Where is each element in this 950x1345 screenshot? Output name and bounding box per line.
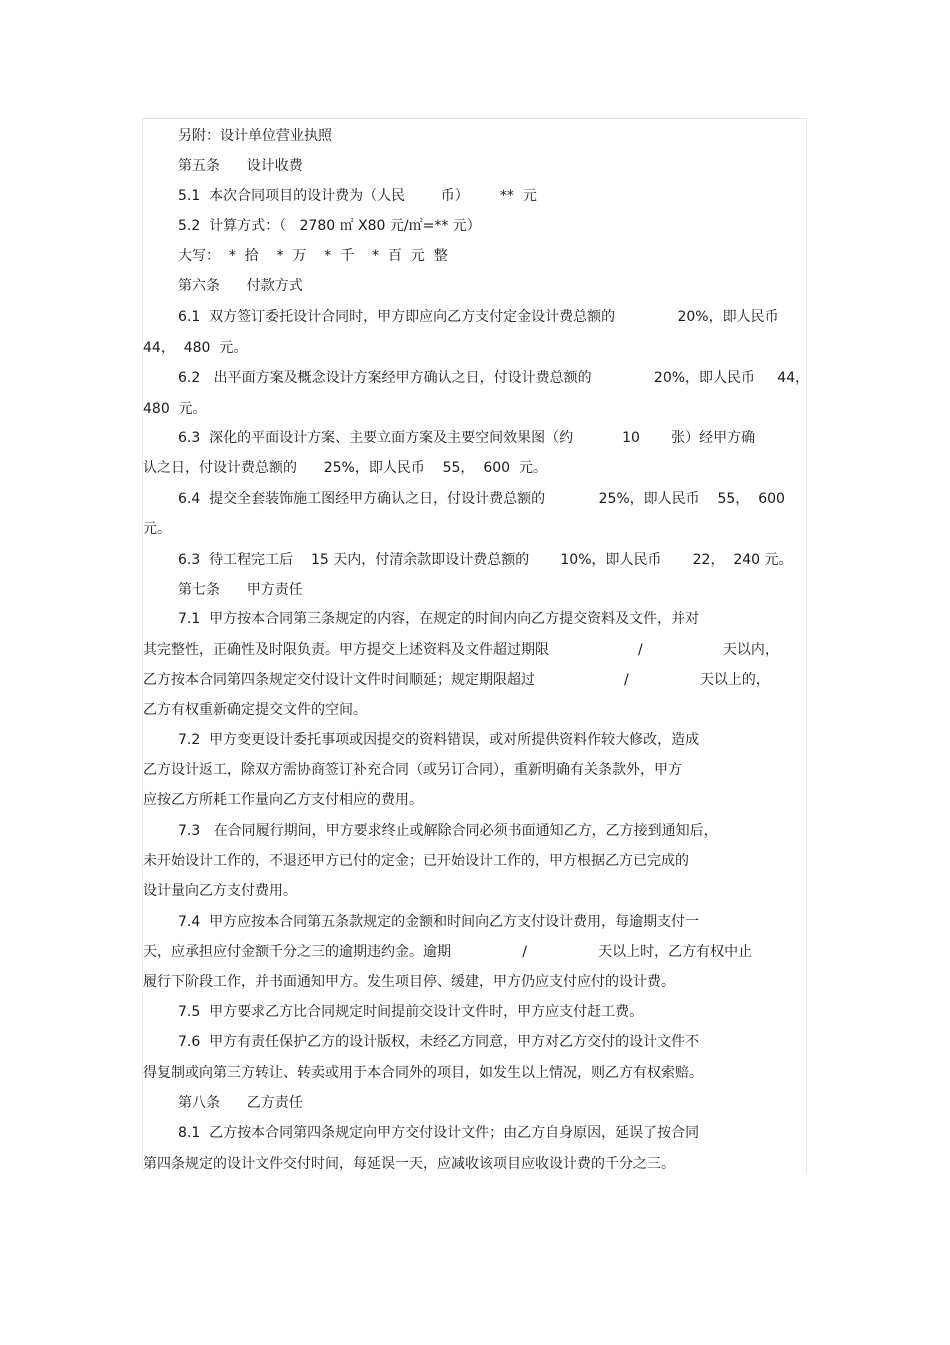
clause-7-3-line-2: 未开始设计工作的，不退还甲方已付的定金；已开始设计工作的，甲方根据乙方已完成的 xyxy=(143,853,689,869)
clause-8-1-line-2: 第四条规定的设计文件交付时间，每延误一天，应减收该项目应收设计费的千分之三。 xyxy=(143,1156,675,1172)
clause-7-6-line-2: 得复制或向第三方转让、转卖或用于本合同外的项目，如发生以上情况，则乙方有权索赔。 xyxy=(143,1065,703,1081)
clause-7-1-line-1: 7.1 甲方按本合同第三条规定的内容，在规定的时间内向乙方提交资料及文件，并对 xyxy=(178,611,700,627)
clause-6-4-line-1: 6.4 提交全套装饰施工图经甲方确认之日，付设计费总额的 25%，即人民币 55， 600 xyxy=(178,491,785,507)
clause-7-2-line-2: 乙方设计返工，除双方需协商签订补充合同（或另订合同），重新明确有关条款外，甲方 xyxy=(143,762,682,778)
amount-in-words: 大写： * 拾 * 万 * 千 * 百 元 整 xyxy=(178,248,448,264)
clause-6-3-line-1: 6.3 深化的平面设计方案、主要立面方案及主要空间效果图（约 10 张）经甲方确 xyxy=(178,430,756,446)
clause-6-1-line-1: 6.1 双方签订委托设计合同时，甲方即应向乙方支付定金设计费总额的 20%，即人民币 xyxy=(178,309,779,325)
clause-7-2-line-3: 应按乙方所耗工作量向乙方支付相应的费用。 xyxy=(143,792,423,808)
clause-6-5: 6.3 待工程完工后 15 天内，付清余款即设计费总额的 10%，即人民币 22， 240 元。 xyxy=(178,552,793,568)
clause-7-4-line-1: 7.4 甲方应按本合同第五条款规定的金额和时间向乙方支付设计费用，每逾期支付一 xyxy=(178,914,700,930)
clause-7-2-line-1: 7.2 甲方变更设计委托事项或因提交的资料错误，或对所提供资料作较大修改，造成 xyxy=(178,732,700,748)
clause-6-4-line-2: 元。 xyxy=(143,521,171,537)
clause-7-1-line-2: 其完整性，正确性及时限负责。甲方提交上述资料及文件超过期限 / 天以内， xyxy=(143,642,779,658)
clause-5-2: 5.2 计算方式：（ 2780 ㎡ X80 元/㎡=** 元） xyxy=(178,218,481,234)
clause-7-3-line-1: 7.3 在合同履行期间，甲方要求终止或解除合同必须书面通知乙方，乙方接到通知后， xyxy=(178,823,718,839)
clause-7-5: 7.5 甲方要求乙方比合同规定时间提前交设计文件时，甲方应支付赶工费。 xyxy=(178,1004,644,1020)
clause-7-1-line-3: 乙方按本合同第四条规定交付设计文件时间顺延；规定期限超过 / 天以上的， xyxy=(143,672,770,688)
clause-7-6-line-1: 7.6 甲方有责任保护乙方的设计版权，未经乙方同意，甲方对乙方交付的设计文件不 xyxy=(178,1034,700,1050)
clause-6-2-line-1: 6.2 出平面方案及概念设计方案经甲方确认之日，付设计费总额的 20%，即人民币 44， xyxy=(178,370,810,386)
article-6-heading: 第六条 付款方式 xyxy=(178,278,303,294)
clause-6-1-line-2: 44， 480 元。 xyxy=(143,340,248,356)
clause-7-3-line-3: 设计量向乙方支付费用。 xyxy=(143,883,297,899)
article-8-heading: 第八条 乙方责任 xyxy=(178,1095,303,1111)
article-7-heading: 第七条 甲方责任 xyxy=(178,582,303,598)
clause-8-1-line-1: 8.1 乙方按本合同第四条规定向甲方交付设计文件；由乙方自身原因，延误了按合同 xyxy=(178,1125,700,1141)
clause-7-1-line-4: 乙方有权重新确定提交文件的空间。 xyxy=(143,702,367,718)
clause-7-4-line-3: 履行下阶段工作，并书面通知甲方。发生项目停、缓建，甲方仍应支付应付的设计费。 xyxy=(143,974,675,990)
clause-5-1: 5.1 本次合同项目的设计费为（人民 币） ** 元 xyxy=(178,188,537,204)
article-5-heading: 第五条 设计收费 xyxy=(178,158,303,174)
clause-6-3-line-2: 认之日，付设计费总额的 25%，即人民币 55， 600 元。 xyxy=(143,460,547,476)
attachment-note: 另附：设计单位营业执照 xyxy=(178,128,332,144)
clause-6-2-line-2: 480 元。 xyxy=(143,401,207,417)
clause-7-4-line-2: 天，应承担应付金额千分之三的逾期违约金。逾期 / 天以上时，乙方有权中止 xyxy=(143,944,753,960)
